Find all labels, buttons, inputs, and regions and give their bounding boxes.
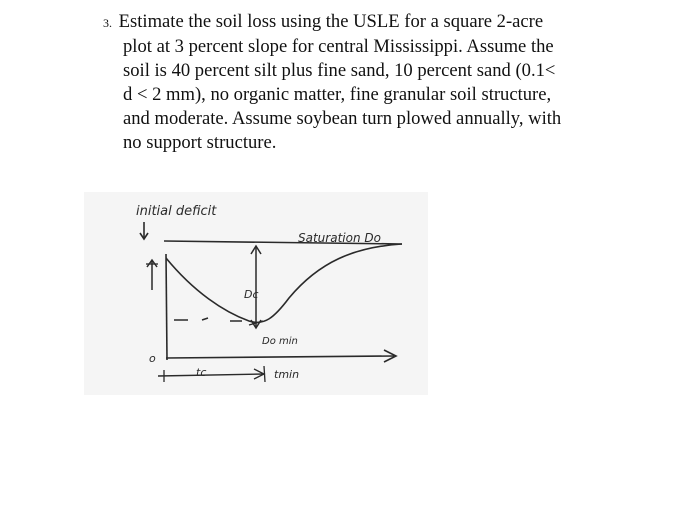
tc-arrow	[158, 374, 264, 376]
deficit-curve	[166, 244, 402, 322]
question-line-6: no support structure.	[123, 132, 277, 153]
do-min-dash-2	[202, 318, 208, 320]
time-axis	[166, 356, 394, 358]
sketch-canvas	[84, 192, 428, 395]
vertical-axis	[166, 254, 167, 360]
question-line-3: soil is 40 percent silt plus fine sand, 10 percent sand (0.1<	[123, 60, 556, 81]
question-line-1: 3. Estimate the soil loss using the USLE for a square 2-acre	[103, 11, 544, 32]
question-line-5: and moderate. Assume soybean turn plowed annually, with	[123, 108, 562, 129]
initial-deficit-label: initial deficit	[136, 204, 217, 219]
t-min-label: tmin	[274, 368, 300, 381]
do-min-label: Do min	[262, 336, 298, 347]
saturation-label: Saturation Do	[298, 231, 381, 245]
question-number: 3.	[103, 16, 112, 30]
question-line-2: plot at 3 percent slope for central Mississippi. Assume the	[123, 36, 554, 57]
dc-label: Dc	[244, 288, 259, 301]
origin-label: o	[149, 352, 156, 365]
handwritten-sketch	[84, 192, 428, 395]
question-text	[103, 10, 623, 155]
tc-label: tc	[196, 366, 207, 379]
question-line-4: d < 2 mm), no organic matter, fine granular soil structure,	[123, 84, 552, 105]
